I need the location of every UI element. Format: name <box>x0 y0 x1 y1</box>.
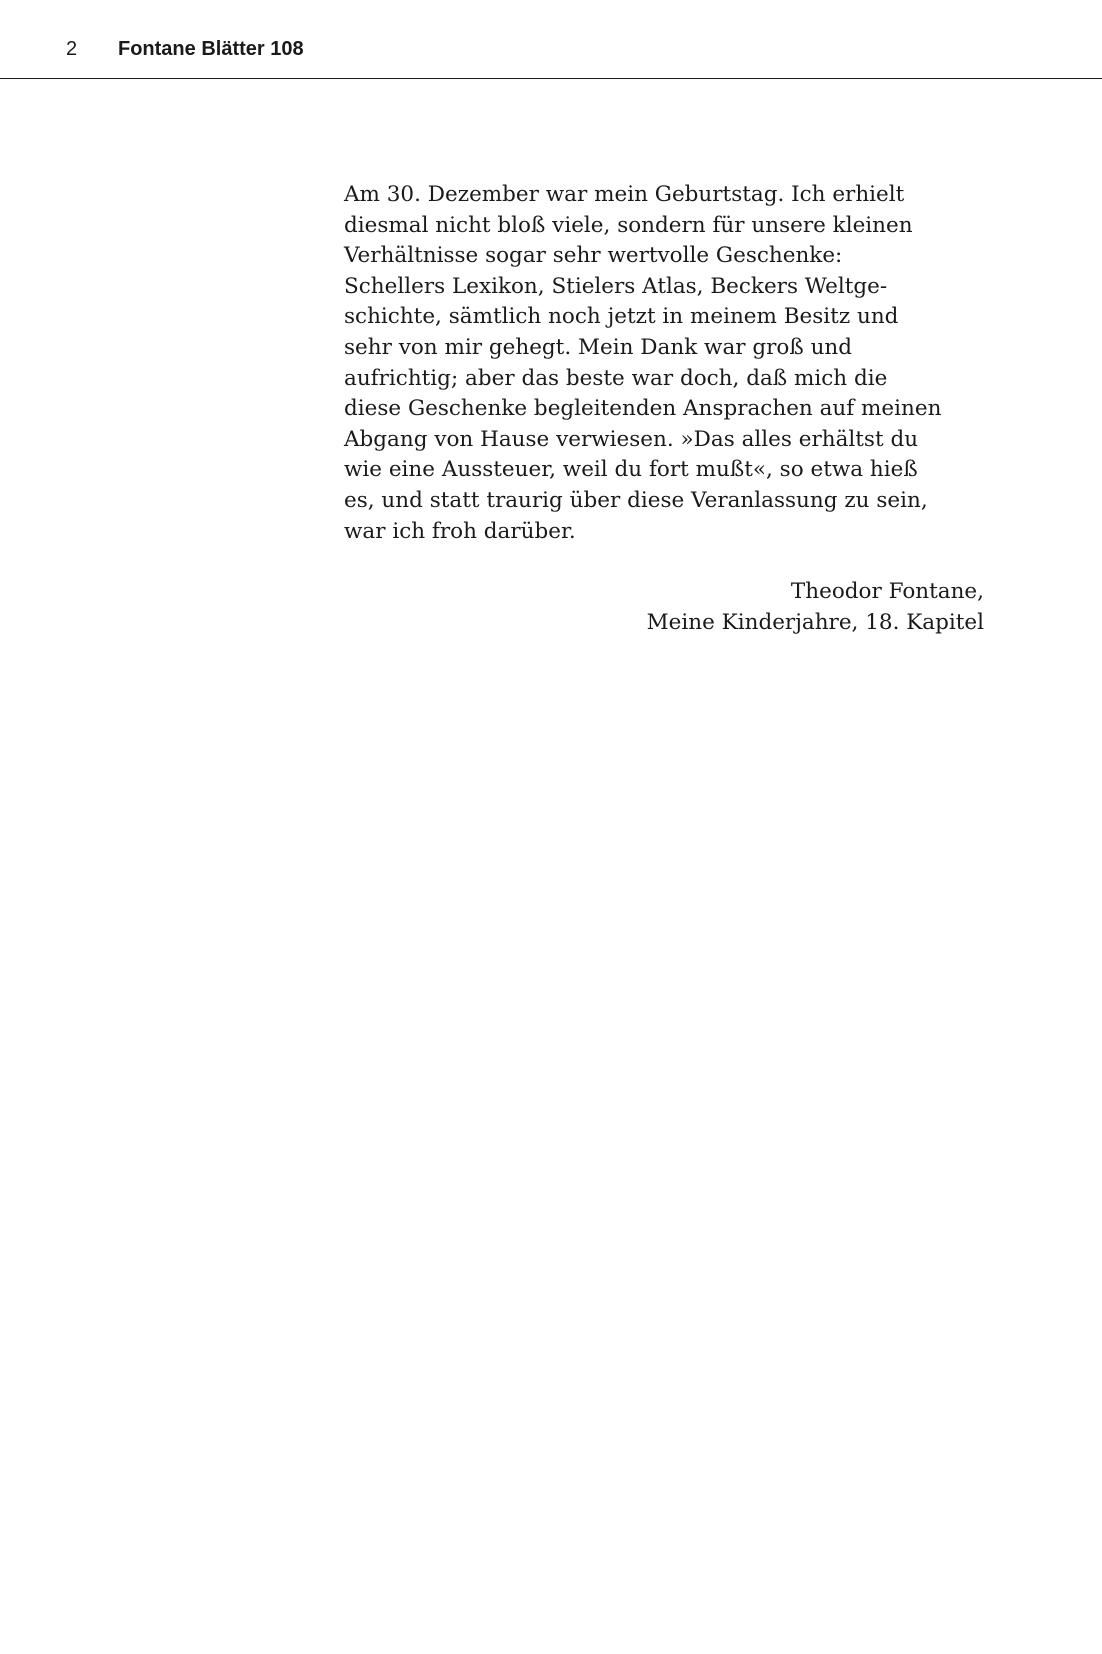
quote-line: aufrichtig; aber das beste war doch, daß mich die <box>344 365 888 391</box>
attribution-author: Theodor Fontane, <box>790 579 984 605</box>
quote-line: Am 30. Dezember war mein Geburtstag. Ich erhielt <box>344 182 905 207</box>
attribution-source: Meine Kinderjahre, 18. Kapitel <box>646 609 984 635</box>
quote-line: Schellers Lexikon, Stielers Atlas, Beckers Weltge- <box>344 273 888 299</box>
quote-line: sehr von mir gehegt. Mein Dank war groß und <box>344 334 853 360</box>
epigraph-quote <box>344 180 984 638</box>
page-number: 2 <box>66 38 78 60</box>
quote-line: es, und statt traurig über diese Veranlassung zu sein, <box>344 487 928 513</box>
quote-line: diese Geschenke begleitenden Ansprachen auf meinen <box>344 396 942 422</box>
quote-line: schichte, sämtlich noch jetzt in meinem Besitz und <box>344 304 899 330</box>
quote-line: Abgang von Hause verwiesen. »Das alles erhältst du <box>344 426 919 452</box>
quote-line: war ich froh darüber. <box>344 518 576 544</box>
quote-body <box>344 180 984 547</box>
journal-title: Fontane Blätter 108 <box>118 38 304 60</box>
quote-attribution <box>344 577 984 638</box>
quote-line: Verhältnisse sogar sehr wertvolle Geschenke: <box>344 243 843 269</box>
quote-line: wie eine Aussteuer, weil du fort mußt«, so etwa hieß <box>344 457 918 483</box>
running-header <box>0 0 1102 79</box>
quote-line: diesmal nicht bloß viele, sondern für unsere kleinen <box>344 212 913 238</box>
